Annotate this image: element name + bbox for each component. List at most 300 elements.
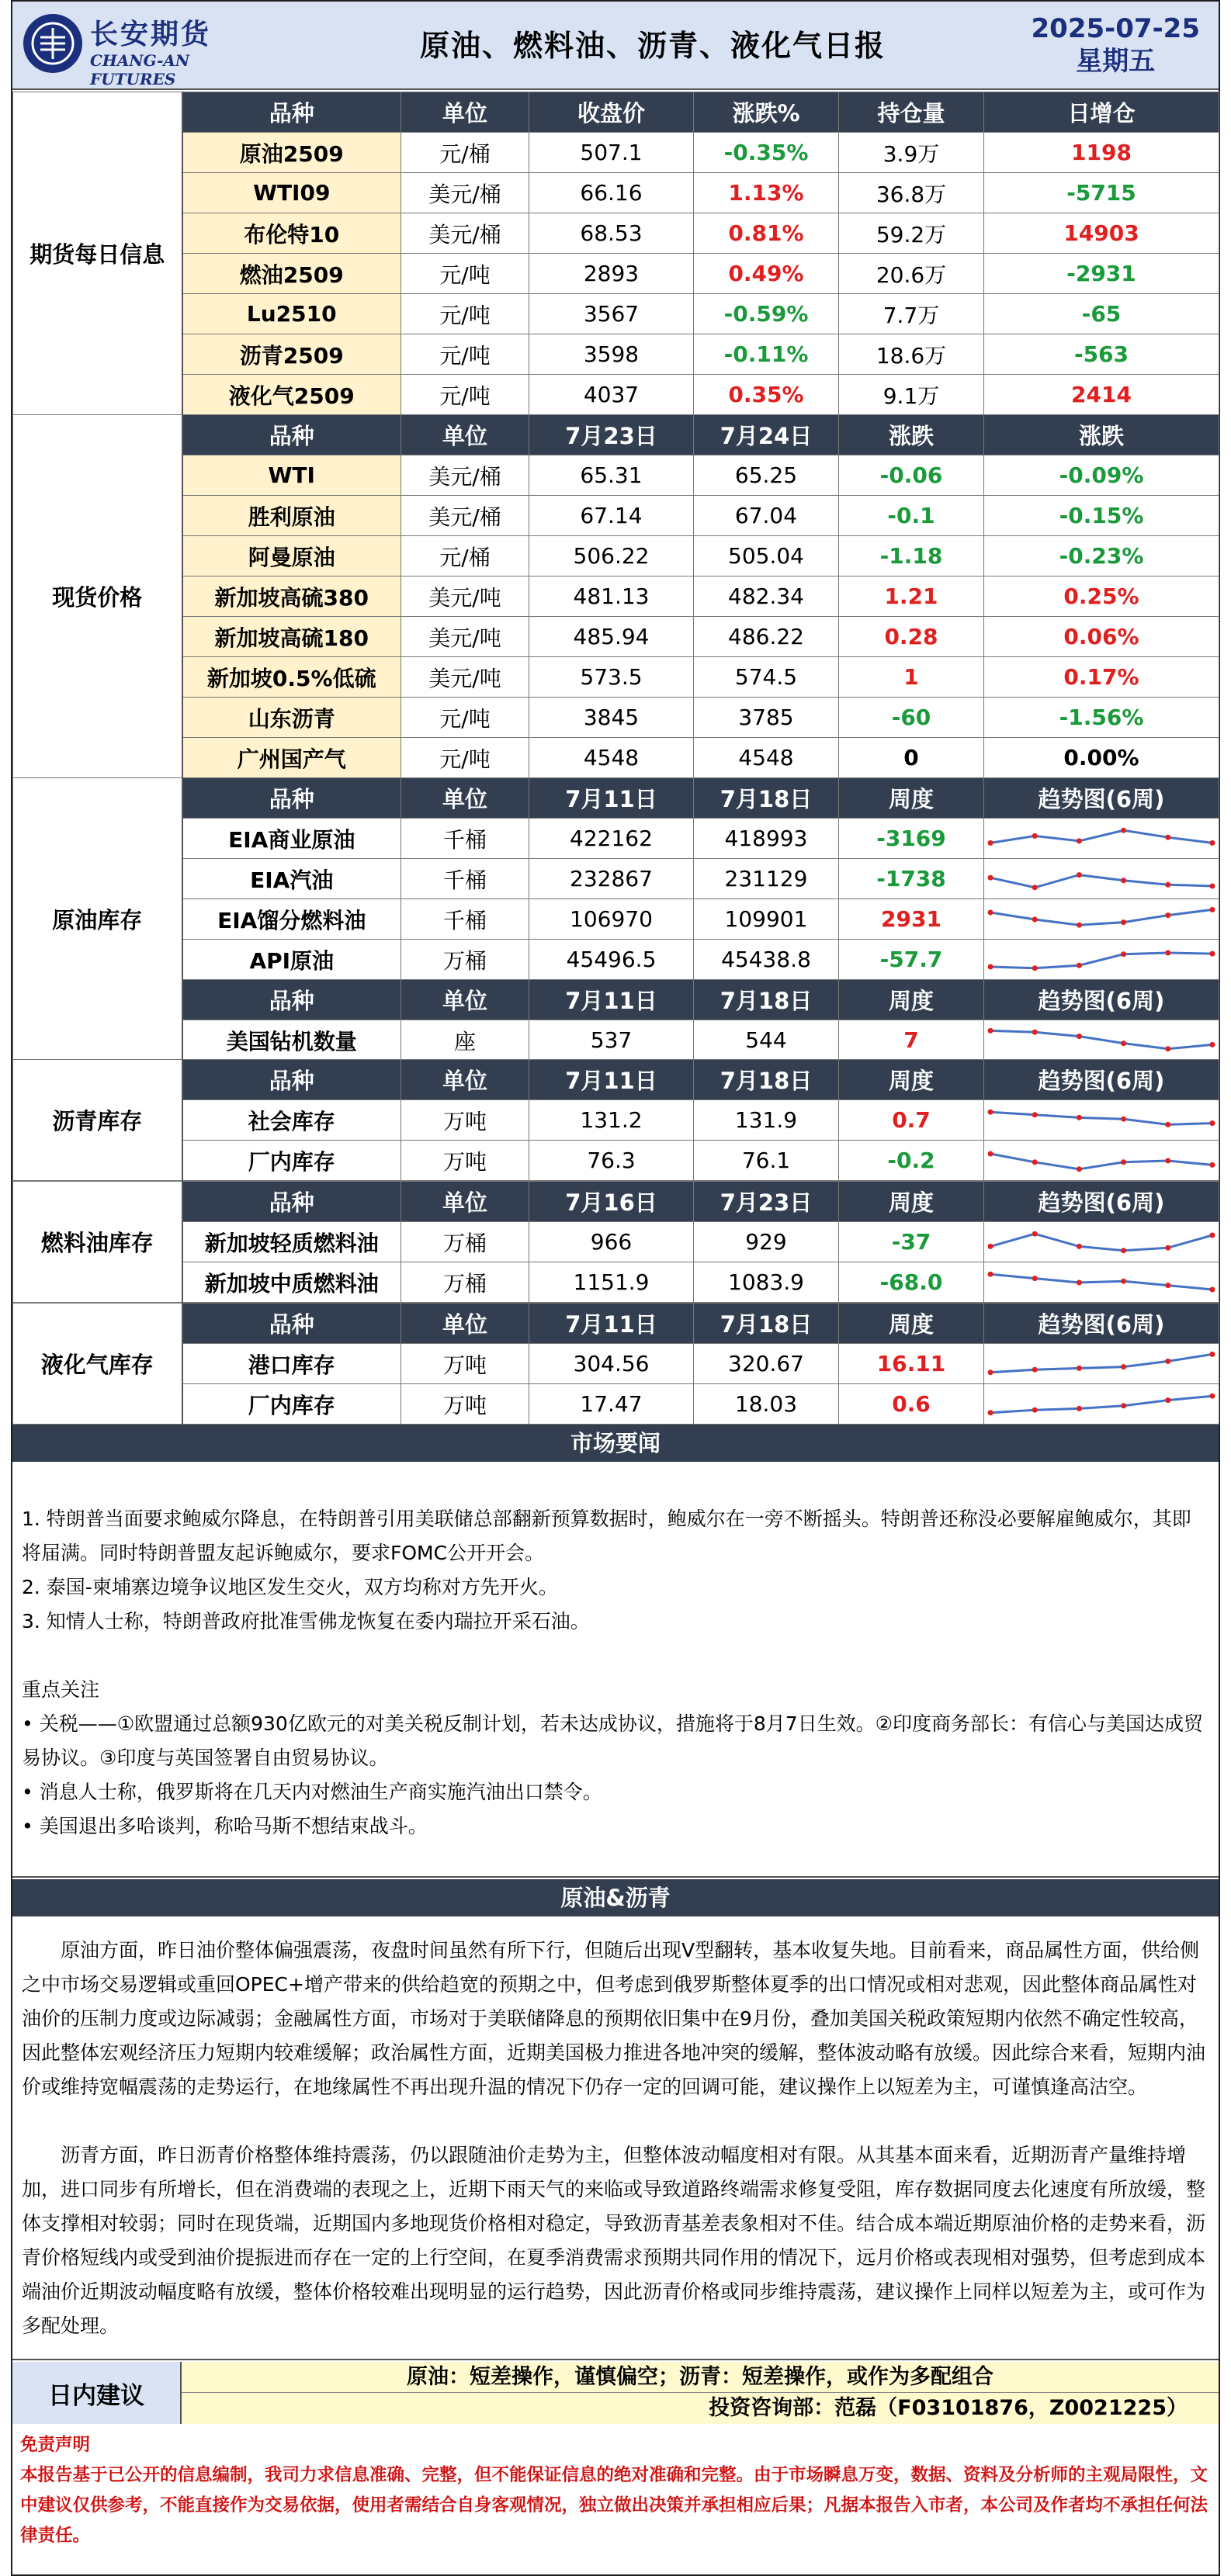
disclaimer-text: 本报告基于已公开的信息编制，我司力求信息准确、完整，但不能保证信息的绝对准确和完整。由于市场瞬息万变，数据、资料及分析师的主观局限性，文中建议仅供参考，不能直接作为交易依据，使用者需结合自身客观情况，独立做出决策并承担相应后果；凡据本报告入市者，本公司及作者均不承担任何法律责任。 — [20, 2465, 1208, 2546]
advice-analyst: 投资咨询部：范磊（F03101876，Z0021225） — [182, 2393, 1219, 2424]
sparkline-point — [1165, 1358, 1170, 1363]
sparkline-point — [1077, 1034, 1082, 1039]
column-header: 7月23日 — [694, 1182, 839, 1222]
row-name: EIA馏分燃料油 — [182, 899, 401, 940]
trend-sparkline — [984, 1102, 1219, 1139]
row-name: 新加坡高硫180 — [182, 617, 401, 657]
intraday-advice — [12, 2362, 1219, 2424]
column-header: 7月18日 — [694, 1060, 839, 1100]
column-header: 周度 — [839, 1304, 984, 1344]
news-band: 市场要闻 — [12, 1425, 1219, 1462]
sparkline-point — [1032, 1159, 1038, 1165]
row-name: 厂内库存 — [182, 1384, 401, 1425]
unit-cell: 美元/桶 — [401, 496, 529, 536]
table-row — [13, 617, 1219, 657]
table-row — [13, 496, 1219, 536]
price-day2-cell: 65.25 — [694, 455, 839, 496]
row-name: 社会库存 — [182, 1100, 401, 1141]
oi-change-cell: 2414 — [984, 375, 1219, 415]
trend-cell — [984, 1141, 1219, 1181]
unit-cell: 万吨 — [401, 1141, 529, 1181]
table-row — [13, 334, 1219, 375]
value-latest-cell: 131.9 — [694, 1100, 839, 1141]
column-header: 品种 — [182, 1304, 401, 1344]
close-price-cell: 66.16 — [529, 173, 694, 213]
sparkline-point — [1121, 1364, 1126, 1369]
sparkline-point — [1077, 1114, 1082, 1120]
unit-cell: 千桶 — [401, 899, 529, 940]
change-cell: 0 — [839, 738, 984, 778]
table-header-row — [13, 778, 1219, 819]
unit-cell: 座 — [401, 1020, 529, 1061]
value-latest-cell: 1083.9 — [694, 1262, 839, 1303]
weekly-change-cell: -1738 — [839, 859, 984, 899]
open-interest-cell: 7.7万 — [839, 294, 984, 334]
section-label: 沥青库存 — [13, 1060, 182, 1181]
spot-price-table — [12, 414, 1219, 778]
sparkline-point — [1121, 1248, 1126, 1253]
value-latest-cell: 418993 — [694, 819, 839, 859]
sparkline-point — [1209, 1120, 1215, 1126]
table-row — [13, 536, 1219, 576]
unit-cell: 元/吨 — [401, 334, 529, 375]
row-name: 新加坡轻质燃料油 — [182, 1222, 401, 1262]
column-header: 周度 — [839, 1182, 984, 1222]
table-row — [13, 940, 1219, 980]
section-label: 原油库存 — [13, 778, 182, 1061]
trend-sparkline — [984, 1022, 1219, 1059]
sparkline-point — [1032, 1112, 1038, 1117]
report-weekday: 星期五 — [1076, 46, 1156, 77]
value-latest-cell: 76.1 — [694, 1141, 839, 1181]
column-header: 单位 — [401, 92, 529, 133]
change-pct-cell: 0.25% — [984, 576, 1219, 617]
change-pct-cell: -0.59% — [694, 294, 839, 334]
unit-cell: 元/吨 — [401, 375, 529, 415]
table-row — [13, 1384, 1219, 1425]
section-label: 液化气库存 — [13, 1304, 182, 1425]
crude-inventory-table — [12, 777, 1219, 1061]
table-header-row — [13, 92, 1219, 133]
column-header: 品种 — [182, 778, 401, 819]
price-day2-cell: 3785 — [694, 698, 839, 738]
close-price-cell: 3567 — [529, 294, 694, 334]
close-price-cell: 4037 — [529, 375, 694, 415]
value-prev-cell: 17.47 — [529, 1384, 694, 1425]
change-cell: -60 — [839, 698, 984, 738]
column-header: 7月11日 — [529, 980, 694, 1020]
price-day2-cell: 574.5 — [694, 657, 839, 698]
sparkline-point — [1032, 965, 1038, 971]
sparkline-point — [1209, 1351, 1215, 1356]
news-body — [12, 1462, 1219, 1878]
value-prev-cell: 1151.9 — [529, 1262, 694, 1303]
news-line: 3. 知情人士称，特朗普政府批准雪佛龙恢复在委内瑞拉开采石油。 — [22, 1610, 590, 1633]
sparkline-point — [988, 909, 993, 915]
row-name: 阿曼原油 — [182, 536, 401, 576]
sparkline-point — [1121, 1040, 1126, 1046]
change-pct-cell: 0.00% — [984, 738, 1219, 778]
change-cell: 1 — [839, 657, 984, 698]
unit-cell: 万吨 — [401, 1100, 529, 1141]
table-row — [13, 133, 1219, 173]
report-page — [11, 0, 1220, 2576]
unit-cell: 元/桶 — [401, 536, 529, 576]
close-price-cell: 507.1 — [529, 133, 694, 173]
sparkline-point — [988, 1243, 993, 1248]
sparkline-path — [990, 1234, 1212, 1251]
oi-change-cell: -563 — [984, 334, 1219, 375]
unit-cell: 千桶 — [401, 859, 529, 899]
unit-cell: 万吨 — [401, 1384, 529, 1425]
sparkline-path — [990, 830, 1212, 843]
asphalt-inventory-table — [12, 1059, 1219, 1181]
sparkline-point — [1121, 1159, 1126, 1165]
trend-sparkline — [984, 860, 1219, 898]
table-row — [13, 1141, 1219, 1181]
value-prev-cell: 966 — [529, 1222, 694, 1262]
sparkline-point — [1077, 962, 1082, 968]
sparkline-point — [988, 874, 993, 880]
row-name: 布伦特10 — [182, 213, 401, 254]
weekly-change-cell: -3169 — [839, 819, 984, 859]
logo-chinese-name: 长安期货 — [90, 19, 212, 50]
sparkline-point — [1121, 1116, 1126, 1121]
trend-sparkline — [984, 941, 1219, 978]
unit-cell: 美元/桶 — [401, 455, 529, 496]
crude-analysis: 原油方面，昨日油价整体偏强震荡，夜盘时间虽然有所下行，但随后出现V型翻转，基本收复失地。目前看来，商品属性方面，供给侧之中市场交易逻辑或重回OPEC+增产带来的供给趋宽的预期之中，但考虑到俄罗斯整体夏季的出口情况或相对悲观，因此整体商品属性对油价的压制力度或边际减弱；金融属性方面，市场对于美联储降息的预期依旧集中在9月份，叠加美国关税政策短期内依然不确定性较高，因此整体宏观经济压力短期内较难缓解；政治属性方面，近期美国极力推进各地冲突的缓解，整体波动略有放缓。因此综合来看，短期内油价或维持宽幅震荡的走势运行，在地缘属性不再出现升温的情况下仍存一定的回调可能，建议操作上以短差为主，可谨慎逢高沽空。 — [22, 1939, 1206, 2098]
table-row — [13, 1262, 1219, 1303]
price-day2-cell: 482.34 — [694, 576, 839, 617]
news-line — [22, 1639, 1209, 1673]
news-line: 2. 泰国-柬埔寨边境争议地区发生交火，双方均称对方先开火。 — [22, 1576, 558, 1598]
sparkline-path — [990, 953, 1212, 968]
sparkline-point — [1209, 1041, 1215, 1047]
sparkline-point — [988, 1410, 993, 1415]
value-latest-cell: 544 — [694, 1020, 839, 1061]
sparkline-point — [1165, 1283, 1170, 1288]
weekly-change-cell: 0.7 — [839, 1100, 984, 1141]
row-name: 山东沥青 — [182, 698, 401, 738]
column-header: 品种 — [182, 980, 401, 1020]
table-row — [13, 1222, 1219, 1262]
disclaimer — [12, 2425, 1219, 2556]
row-name: EIA汽油 — [182, 859, 401, 899]
table-header-row — [13, 1304, 1219, 1344]
change-cell: -0.1 — [839, 496, 984, 536]
fuel-oil-inventory-table — [12, 1181, 1219, 1303]
column-header: 周度 — [839, 980, 984, 1020]
row-name: 新加坡0.5%低硫 — [182, 657, 401, 698]
table-row — [13, 173, 1219, 213]
news-line: 1. 特朗普当面要求鲍威尔降息，在特朗普引用美联储总部翻新预算数据时，鲍威尔在一旁不断摇头。特朗普还称没必要解雇鲍威尔，其即将届满。同时特朗普盟友起诉鲍威尔，要求FOMC公开开会。 — [22, 1508, 1191, 1564]
news-line: • 美国退出多哈谈判，称哈马斯不想结束战斗。 — [22, 1815, 428, 1837]
value-prev-cell: 537 — [529, 1020, 694, 1061]
change-pct-cell: 0.49% — [694, 254, 839, 294]
unit-cell: 美元/吨 — [401, 576, 529, 617]
column-header: 趋势图(6周) — [984, 1304, 1219, 1344]
weekly-change-cell: 2931 — [839, 899, 984, 940]
column-header: 趋势图(6周) — [984, 1060, 1219, 1100]
change-cell: 1.21 — [839, 576, 984, 617]
unit-cell: 万桶 — [401, 1262, 529, 1303]
sparkline-path — [990, 1396, 1212, 1413]
oi-change-cell: -65 — [984, 294, 1219, 334]
unit-cell: 万吨 — [401, 1344, 529, 1384]
row-name: 新加坡中质燃料油 — [182, 1262, 401, 1303]
open-interest-cell: 18.6万 — [839, 334, 984, 375]
change-pct-cell: -0.35% — [694, 133, 839, 173]
close-price-cell: 3598 — [529, 334, 694, 375]
change-pct-cell: 1.13% — [694, 173, 839, 213]
row-name: 液化气2509 — [182, 375, 401, 415]
change-pct-cell: 0.81% — [694, 213, 839, 254]
table-header-row — [13, 980, 1219, 1020]
open-interest-cell: 3.9万 — [839, 133, 984, 173]
sparkline-point — [1165, 950, 1170, 955]
trend-cell — [984, 819, 1219, 859]
oi-change-cell: 14903 — [984, 213, 1219, 254]
change-pct-cell: -0.09% — [984, 455, 1219, 496]
row-name: 新加坡高硫380 — [182, 576, 401, 617]
sparkline-point — [1121, 827, 1126, 833]
trend-sparkline — [984, 1142, 1219, 1179]
weekly-change-cell: -37 — [839, 1222, 984, 1262]
sparkline-point — [1032, 916, 1038, 922]
change-pct-cell: 0.06% — [984, 617, 1219, 657]
change-pct-cell: -0.15% — [984, 496, 1219, 536]
row-name: API原油 — [182, 940, 401, 980]
trend-cell — [984, 940, 1219, 980]
open-interest-cell: 9.1万 — [839, 375, 984, 415]
value-latest-cell: 45438.8 — [694, 940, 839, 980]
column-header: 品种 — [182, 415, 401, 455]
section-label: 现货价格 — [13, 415, 182, 778]
sparkline-point — [1121, 878, 1126, 883]
oi-change-cell: -5715 — [984, 173, 1219, 213]
sparkline-point — [1077, 1365, 1082, 1370]
sparkline-point — [1209, 950, 1215, 956]
trend-sparkline — [984, 1386, 1219, 1423]
table-row — [13, 698, 1219, 738]
sparkline-path — [990, 1274, 1212, 1290]
weekly-change-cell: -57.7 — [839, 940, 984, 980]
unit-cell: 元/吨 — [401, 738, 529, 778]
row-name: 燃油2509 — [182, 254, 401, 294]
sparkline-path — [990, 909, 1212, 925]
sparkline-point — [1209, 1286, 1215, 1292]
trend-cell — [984, 899, 1219, 940]
change-pct-cell: 0.35% — [694, 375, 839, 415]
value-latest-cell: 929 — [694, 1222, 839, 1262]
sparkline-point — [1077, 1243, 1082, 1248]
value-latest-cell: 109901 — [694, 899, 839, 940]
lpg-inventory-table — [12, 1303, 1219, 1425]
weekly-change-cell: -0.2 — [839, 1141, 984, 1181]
sparkline-point — [1165, 1397, 1170, 1403]
column-header: 单位 — [401, 980, 529, 1020]
sparkline-point — [1077, 838, 1082, 843]
unit-cell: 美元/吨 — [401, 657, 529, 698]
open-interest-cell: 20.6万 — [839, 254, 984, 294]
column-header: 品种 — [182, 1182, 401, 1222]
sparkline-point — [1077, 922, 1082, 927]
trend-sparkline — [984, 1345, 1219, 1383]
table-row — [13, 1344, 1219, 1384]
report-date: 2025-07-25 — [1031, 13, 1200, 44]
column-header: 涨跌% — [694, 92, 839, 133]
sparkline-point — [1077, 1405, 1082, 1411]
asphalt-analysis: 沥青方面，昨日沥青价格整体维持震荡，仍以跟随油价走势为主，但整体波动幅度相对有限。从其基本面来看，近期沥青产量维持增加，进口同步有所增长，但在消费端的表现之上，近期下雨天气的来临或导致道路终端需求修复受阻，库存数据同度去化速度有所放缓，整体支撑相对较弱；同时在现货端，近期国内多地现货价格相对稳定，导致沥青基差表象相对不佳。结合成本端近期原油价格的走势来看，沥青价格短线内或受到油价提振进而存在一定的上行空间，在夏季消费需求预期共同作用的情况下，远月价格或表现相对强势，但考虑到成本端油价近期波动幅度略有放缓，整体价格较难出现明显的运行趋势，因此沥青价格或同步维持震荡，建议操作上同样以短差为主，或可作为多配处理。 — [22, 2144, 1206, 2337]
value-latest-cell: 18.03 — [694, 1384, 839, 1425]
row-name: 广州国产气 — [182, 738, 401, 778]
unit-cell: 万桶 — [401, 940, 529, 980]
column-header: 7月11日 — [529, 1304, 694, 1344]
value-latest-cell: 231129 — [694, 859, 839, 899]
sparkline-point — [988, 840, 993, 845]
price-day2-cell: 4548 — [694, 738, 839, 778]
sparkline-point — [1165, 1046, 1170, 1051]
sparkline-point — [1032, 1276, 1038, 1281]
open-interest-cell: 36.8万 — [839, 173, 984, 213]
logo-english-name: CHANG-AN FUTURES — [90, 51, 190, 88]
close-price-cell: 68.53 — [529, 213, 694, 254]
table-row — [13, 254, 1219, 294]
weekly-change-cell: -68.0 — [839, 1262, 984, 1303]
column-header: 品种 — [182, 1060, 401, 1100]
sparkline-point — [1121, 1278, 1126, 1283]
logo-mark-icon — [23, 14, 82, 73]
trend-cell — [984, 1384, 1219, 1425]
column-header: 趋势图(6周) — [984, 1182, 1219, 1222]
sparkline-point — [1209, 1393, 1215, 1398]
column-header: 7月11日 — [529, 1060, 694, 1100]
sparkline-point — [988, 1271, 993, 1276]
column-header: 周度 — [839, 1060, 984, 1100]
advice-text: 原油：短差操作，谨慎偏空；沥青：短差操作，或作为多配组合 — [182, 2362, 1219, 2393]
column-header: 单位 — [401, 778, 529, 819]
table-row — [13, 738, 1219, 778]
oi-change-cell: -2931 — [984, 254, 1219, 294]
weekly-change-cell: 7 — [839, 1020, 984, 1061]
table-row — [13, 1020, 1219, 1061]
weekly-change-cell: 16.11 — [839, 1344, 984, 1384]
unit-cell: 元/吨 — [401, 254, 529, 294]
trend-cell — [984, 1020, 1219, 1061]
analysis-body — [12, 1916, 1219, 2360]
value-prev-cell: 45496.5 — [529, 940, 694, 980]
open-interest-cell: 59.2万 — [839, 213, 984, 254]
sparkline-point — [1165, 1158, 1170, 1163]
value-prev-cell: 422162 — [529, 819, 694, 859]
value-latest-cell: 320.67 — [694, 1344, 839, 1384]
table-row — [13, 375, 1219, 415]
row-name: Lu2510 — [182, 294, 401, 334]
column-header: 7月18日 — [694, 980, 839, 1020]
trend-cell — [984, 1344, 1219, 1384]
unit-cell: 美元/吨 — [401, 617, 529, 657]
column-header: 收盘价 — [529, 92, 694, 133]
price-day1-cell: 481.13 — [529, 576, 694, 617]
sparkline-point — [1077, 1166, 1082, 1172]
table-row — [13, 213, 1219, 254]
row-name: 胜利原油 — [182, 496, 401, 536]
company-logo — [23, 11, 227, 88]
row-name: 沥青2509 — [182, 334, 401, 375]
sparkline-point — [1165, 881, 1170, 887]
unit-cell: 万桶 — [401, 1222, 529, 1262]
value-prev-cell: 76.3 — [529, 1141, 694, 1181]
price-day1-cell: 65.31 — [529, 455, 694, 496]
sparkline-point — [1077, 1279, 1082, 1285]
column-header: 持仓量 — [839, 92, 984, 133]
price-day1-cell: 506.22 — [529, 536, 694, 576]
column-header: 7月16日 — [529, 1182, 694, 1222]
price-day1-cell: 573.5 — [529, 657, 694, 698]
change-pct-cell: -1.56% — [984, 698, 1219, 738]
column-header: 7月18日 — [694, 778, 839, 819]
table-row — [13, 899, 1219, 940]
sparkline-point — [1121, 1403, 1126, 1408]
table-row — [13, 657, 1219, 698]
section-label: 燃料油库存 — [13, 1182, 182, 1303]
sparkline-point — [1209, 840, 1215, 845]
sparkline-point — [1121, 919, 1126, 925]
sparkline-point — [988, 1027, 993, 1033]
table-row — [13, 819, 1219, 859]
sparkline-point — [988, 1109, 993, 1114]
sparkline-path — [990, 1154, 1212, 1169]
price-day2-cell: 486.22 — [694, 617, 839, 657]
row-name: 厂内库存 — [182, 1141, 401, 1181]
value-prev-cell: 106970 — [529, 899, 694, 940]
sparkline-point — [1032, 1407, 1038, 1412]
column-header: 日增仓 — [984, 92, 1219, 133]
sparkline-point — [988, 964, 993, 969]
sparkline-point — [1032, 1029, 1038, 1034]
table-header-row — [13, 1182, 1219, 1222]
row-name: 港口库存 — [182, 1344, 401, 1384]
sparkline-point — [1032, 1231, 1038, 1236]
table-row — [13, 1100, 1219, 1141]
column-header: 单位 — [401, 415, 529, 455]
price-day2-cell: 505.04 — [694, 536, 839, 576]
sparkline-point — [1209, 1162, 1215, 1167]
sparkline-point — [1032, 833, 1038, 838]
sparkline-point — [1209, 906, 1215, 912]
unit-cell: 美元/桶 — [401, 213, 529, 254]
sparkline-point — [1121, 951, 1126, 957]
price-day2-cell: 67.04 — [694, 496, 839, 536]
row-name: WTI — [182, 455, 401, 496]
trend-sparkline — [984, 901, 1219, 938]
column-header: 品种 — [182, 92, 401, 133]
advice-label: 日内建议 — [12, 2362, 182, 2424]
sparkline-point — [988, 1369, 993, 1375]
column-header: 周度 — [839, 778, 984, 819]
report-header — [12, 2, 1219, 90]
sparkline-point — [1209, 883, 1215, 888]
column-header: 7月23日 — [529, 415, 694, 455]
table-row — [13, 455, 1219, 496]
sparkline-path — [990, 1354, 1212, 1372]
sparkline-point — [988, 1151, 993, 1156]
table-row — [13, 294, 1219, 334]
column-header: 趋势图(6周) — [984, 778, 1219, 819]
trend-sparkline — [984, 1224, 1219, 1261]
unit-cell: 元/吨 — [401, 294, 529, 334]
sparkline-point — [1209, 1232, 1215, 1238]
